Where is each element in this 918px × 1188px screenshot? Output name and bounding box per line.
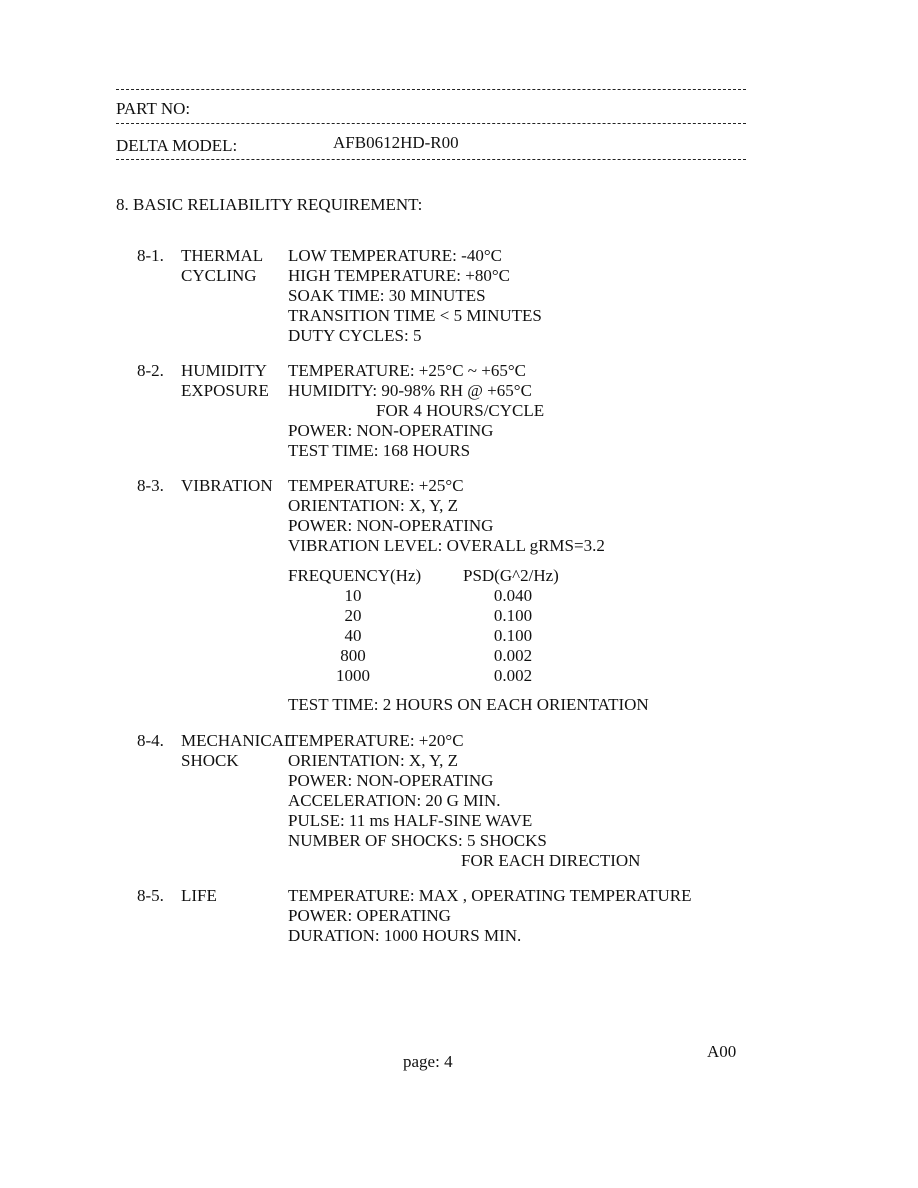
header-rule-top bbox=[116, 89, 746, 90]
spec-line: ORIENTATION: X, Y, Z bbox=[288, 751, 459, 770]
spec-line: TEMPERATURE: +25°C ~ +65°C bbox=[288, 361, 526, 380]
spec-line: HIGH TEMPERATURE: +80°C bbox=[288, 266, 510, 285]
spec-line: LOW TEMPERATURE: -40°C bbox=[288, 246, 502, 265]
item-number: 8-1. bbox=[137, 246, 164, 265]
spec-line: POWER: NON-OPERATING bbox=[288, 771, 494, 790]
item-label: CYCLING bbox=[181, 266, 257, 285]
spec-line: FOR EACH DIRECTION bbox=[461, 851, 641, 870]
item-number: 8-5. bbox=[137, 886, 164, 905]
table-cell-frequency: 10 bbox=[344, 586, 362, 605]
header-rule-bottom bbox=[116, 159, 746, 160]
table-cell-frequency: 20 bbox=[344, 606, 362, 625]
table-header-frequency: FREQUENCY(Hz) bbox=[288, 566, 422, 585]
item-label: HUMIDITY bbox=[181, 361, 267, 380]
item-number: 8-2. bbox=[137, 361, 164, 380]
spec-line: DUTY CYCLES: 5 bbox=[288, 326, 422, 345]
spec-line: POWER: NON-OPERATING bbox=[288, 516, 494, 535]
spec-line: PULSE: 11 ms HALF-SINE WAVE bbox=[288, 811, 533, 830]
table-header-psd: PSD(G^2/Hz) bbox=[463, 566, 559, 585]
spec-line: NUMBER OF SHOCKS: 5 SHOCKS bbox=[288, 831, 547, 850]
section-title: 8. BASIC RELIABILITY REQUIREMENT: bbox=[116, 195, 423, 214]
item-label: MECHANICAL bbox=[181, 731, 295, 750]
spec-line: VIBRATION LEVEL: OVERALL gRMS=3.2 bbox=[288, 536, 605, 555]
page-number: page: 4 bbox=[403, 1052, 453, 1071]
spec-line: ACCELERATION: 20 G MIN. bbox=[288, 791, 501, 810]
spec-line: ORIENTATION: X, Y, Z bbox=[288, 496, 459, 515]
table-cell-frequency: 1000 bbox=[336, 666, 370, 685]
table-cell-frequency: 800 bbox=[340, 646, 366, 665]
item-label: VIBRATION bbox=[181, 476, 273, 495]
model-value: AFB0612HD-R00 bbox=[333, 133, 459, 152]
spec-line: TEST TIME: 2 HOURS ON EACH ORIENTATION bbox=[288, 695, 649, 714]
item-number: 8-3. bbox=[137, 476, 164, 495]
item-label: LIFE bbox=[181, 886, 217, 905]
spec-line: DURATION: 1000 HOURS MIN. bbox=[288, 926, 522, 945]
header-rule-middle bbox=[116, 123, 746, 124]
table-cell-frequency: 40 bbox=[344, 626, 362, 645]
spec-line: POWER: NON-OPERATING bbox=[288, 421, 494, 440]
spec-line: POWER: OPERATING bbox=[288, 906, 451, 925]
item-number: 8-4. bbox=[137, 731, 164, 750]
spec-line: TEMPERATURE: +20°C bbox=[288, 731, 464, 750]
table-cell-psd: 0.002 bbox=[493, 666, 533, 685]
table-cell-psd: 0.002 bbox=[493, 646, 533, 665]
spec-line: HUMIDITY: 90-98% RH @ +65°C bbox=[288, 381, 532, 400]
spec-line: FOR 4 HOURS/CYCLE bbox=[376, 401, 545, 420]
revision-code: A00 bbox=[707, 1042, 737, 1061]
spec-line: TEST TIME: 168 HOURS bbox=[288, 441, 471, 460]
spec-line: SOAK TIME: 30 MINUTES bbox=[288, 286, 486, 305]
spec-line: TRANSITION TIME < 5 MINUTES bbox=[288, 306, 542, 325]
table-cell-psd: 0.100 bbox=[493, 626, 533, 645]
table-cell-psd: 0.100 bbox=[493, 606, 533, 625]
part-no-label: PART NO: bbox=[116, 99, 191, 118]
table-cell-psd: 0.040 bbox=[493, 586, 533, 605]
item-label: THERMAL bbox=[181, 246, 264, 265]
model-label: DELTA MODEL: bbox=[116, 136, 238, 155]
spec-line: TEMPERATURE: +25°C bbox=[288, 476, 464, 495]
item-label: EXPOSURE bbox=[181, 381, 269, 400]
item-label: SHOCK bbox=[181, 751, 239, 770]
spec-line: TEMPERATURE: MAX , OPERATING TEMPERATURE bbox=[288, 886, 692, 905]
